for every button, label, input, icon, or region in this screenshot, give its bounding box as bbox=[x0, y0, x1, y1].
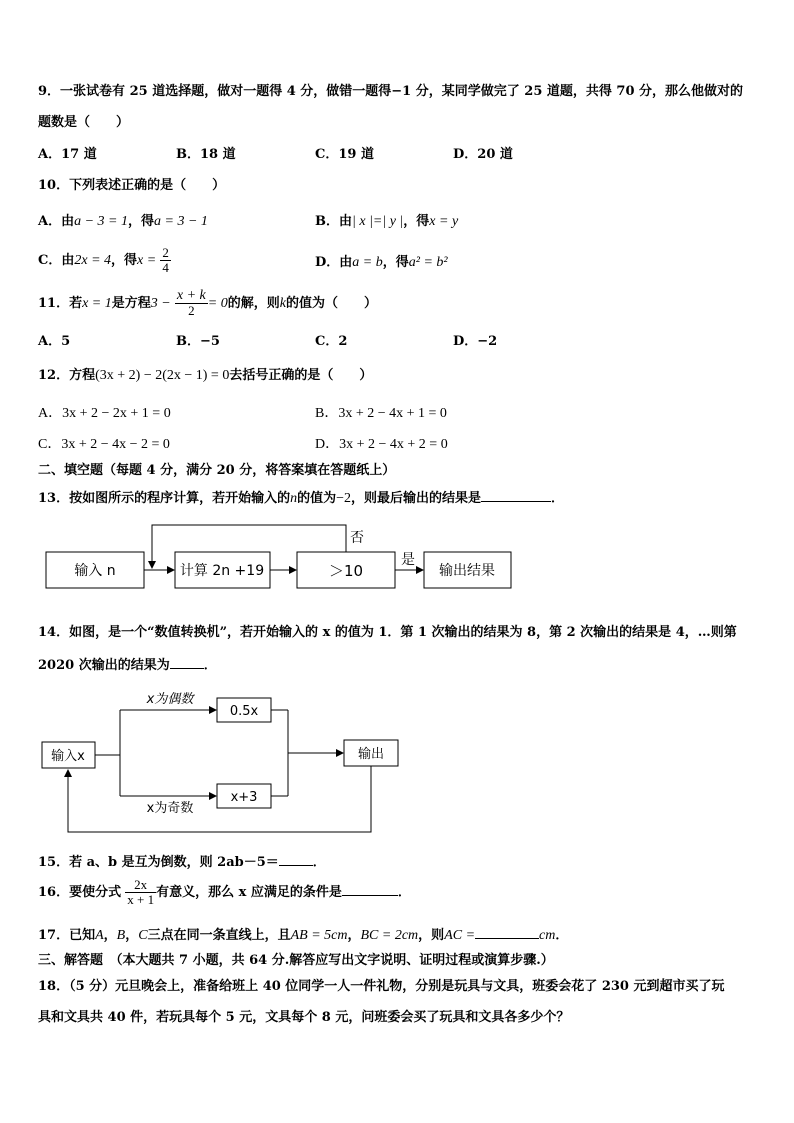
q11-fraction bbox=[175, 289, 208, 318]
q13-cond-label: ＞10 bbox=[328, 562, 364, 580]
q10-b-mid: ，得 bbox=[403, 214, 430, 229]
q13-flowchart bbox=[0, 520, 794, 596]
q12-option-d: D．3x + 2 − 4x + 2 = 0 bbox=[315, 437, 448, 452]
q10-b-label: B．由 bbox=[315, 214, 352, 229]
q11-den: 2 bbox=[175, 303, 208, 318]
q9-line2: 题数是（ ） bbox=[38, 115, 130, 130]
q10-c-den: 4 bbox=[162, 260, 169, 275]
q15-end: ． bbox=[312, 855, 326, 870]
q9-option-d: D．20 道 bbox=[453, 147, 513, 162]
q18-line2: 具和文具共 40 件，若玩具每个 5 元，文具每个 8 元，问班委会买了玩具和文具各多少个？ bbox=[38, 1010, 570, 1025]
q11-option-a: A．5 bbox=[38, 334, 71, 349]
q17-answer-blank[interactable] bbox=[475, 926, 539, 939]
q14-flowchart bbox=[0, 688, 794, 836]
q10-a-math1: a − 3 = 1 bbox=[74, 214, 128, 229]
q17-point-a: A bbox=[95, 928, 104, 943]
q14-plus-label: x+3 bbox=[230, 790, 258, 805]
q10-option-d bbox=[315, 255, 448, 271]
q13-no-label: 否 bbox=[350, 530, 364, 546]
q17-unit: cm bbox=[539, 928, 556, 943]
q12-stem bbox=[38, 368, 372, 384]
q10-b-math2: x = y bbox=[429, 214, 459, 229]
q11-option-b: B．−5 bbox=[176, 334, 220, 349]
q16-stem bbox=[38, 876, 411, 910]
q13-math1: n bbox=[290, 491, 298, 506]
q11-mid: 是方程 bbox=[111, 296, 151, 311]
q9-option-b: B．18 道 bbox=[176, 147, 236, 162]
q14-output-label: 输出 bbox=[357, 747, 385, 762]
q10-c-fraction bbox=[160, 246, 171, 275]
q15-stem bbox=[38, 853, 326, 871]
section2-heading: 二、填空题（每题 4 分，满分 20 分，将答案填在答题纸上） bbox=[38, 463, 396, 478]
q14-line2-end: ． bbox=[203, 658, 217, 673]
q10-c-mid: ，得 bbox=[111, 253, 138, 268]
q16-answer-blank[interactable] bbox=[342, 883, 398, 896]
q13-math2: −2 bbox=[336, 491, 352, 506]
q12-option-a: A．3x + 2 − 2x + 1 = 0 bbox=[38, 406, 171, 421]
q10-c-label: C．由 bbox=[38, 253, 75, 268]
q15-pre: 15．若 a、b 是互为倒数，则 2ab－5＝ bbox=[38, 855, 279, 870]
q14-input-label: 输入x bbox=[51, 749, 85, 764]
q10-option-c bbox=[38, 244, 171, 278]
q16-fraction bbox=[125, 878, 156, 907]
q10-option-a bbox=[38, 214, 208, 230]
q10-stem: 10．下列表述正确的是（ ） bbox=[38, 178, 226, 193]
q14-even-label: x为偶数 bbox=[146, 692, 194, 707]
q10-c-math2: x = bbox=[137, 253, 157, 268]
q11-post: 的解，则 bbox=[227, 296, 280, 311]
q13-stem bbox=[38, 489, 564, 507]
q10-d-math2: a² = b² bbox=[408, 255, 448, 270]
q17-mid: 三点在同一条直线上，且 bbox=[147, 928, 291, 943]
q13-yes-label: 是 bbox=[401, 552, 415, 568]
q14-odd-label: x为奇数 bbox=[146, 801, 194, 816]
q13-end: ． bbox=[551, 491, 565, 506]
q11-math2a: 3 − bbox=[150, 296, 171, 311]
q17-sep2: ， bbox=[125, 928, 139, 943]
q12-option-b: B．3x + 2 − 4x + 1 = 0 bbox=[315, 406, 447, 421]
q9-option-c: C．19 道 bbox=[315, 147, 374, 162]
q16-end: ． bbox=[397, 885, 411, 900]
q17-end: ． bbox=[555, 928, 569, 943]
q10-d-mid: ，得 bbox=[382, 255, 409, 270]
q9-line1: 9．一张试卷有 25 道选择题，做对一题得 4 分，做错一题得−1 分，某同学做完了 25 道题，共得 70 分，那么他做对的 bbox=[38, 84, 744, 99]
q16-pre: 16．要使分式 bbox=[38, 885, 122, 900]
q10-d-label: D．由 bbox=[315, 255, 353, 270]
q14-line1: 14．如图，是一个“数值转换机”，若开始输入的 x 的值为 1．第 1 次输出的结果为 8，第 2 次输出的结果是 4，…则第 bbox=[38, 625, 737, 640]
q11-stem bbox=[38, 287, 377, 321]
q14-half-label: 0.5x bbox=[229, 704, 259, 719]
q12-option-c: C．3x + 2 − 4x − 2 = 0 bbox=[38, 437, 170, 452]
q13-answer-blank[interactable] bbox=[481, 489, 551, 502]
q14-line2 bbox=[38, 656, 217, 674]
q12-pre: 12．方程 bbox=[38, 368, 96, 383]
q17-sep3: ， bbox=[347, 928, 361, 943]
q17-point-b: B bbox=[116, 928, 126, 943]
q14-line2-pre: 2020 次输出的结果为 bbox=[38, 658, 170, 673]
q17-stem bbox=[38, 926, 568, 944]
q10-a-mid: ，得 bbox=[128, 214, 155, 229]
q11-option-c: C．2 bbox=[315, 334, 348, 349]
q10-d-math1: a = b bbox=[352, 255, 383, 270]
q14-answer-blank[interactable] bbox=[170, 656, 204, 669]
q11-pre: 11．若 bbox=[38, 296, 83, 311]
q9-option-a: A．17 道 bbox=[38, 147, 97, 162]
q17-ac: AC = bbox=[444, 928, 476, 943]
q13-input-label: 输入 n bbox=[74, 563, 116, 579]
q17-ab: AB = 5cm bbox=[290, 928, 348, 943]
q13-output-label: 输出结果 bbox=[439, 563, 495, 579]
q18-line1: 18．（5 分）元旦晚会上，准备给班上 40 位同学一人一件礼物，分别是玩具与文具，班委会花了 230 元到超市买了玩 bbox=[38, 979, 725, 994]
q11-math1: x = 1 bbox=[82, 296, 112, 311]
q10-b-math1: | x |=| y | bbox=[352, 214, 404, 229]
q10-c-math1: 2x = 4 bbox=[74, 253, 112, 268]
q17-sep4: ，则 bbox=[418, 928, 445, 943]
q12-math: (3x + 2) − 2(2x − 1) = 0 bbox=[95, 368, 230, 383]
q17-pre: 17．已知 bbox=[38, 928, 96, 943]
q17-point-c: C bbox=[138, 928, 148, 943]
q17-sep1: ， bbox=[103, 928, 117, 943]
q12-post: 去括号正确的是（ ） bbox=[229, 368, 373, 383]
q13-pre: 13．按如图所示的程序计算，若开始输入的 bbox=[38, 491, 291, 506]
q13-mid: 的值为 bbox=[297, 491, 337, 506]
q11-math2b: = 0 bbox=[207, 296, 228, 311]
q11-num: x + k bbox=[176, 288, 206, 303]
q13-post: ，则最后输出的结果是 bbox=[351, 491, 482, 506]
q10-a-label: A．由 bbox=[38, 214, 75, 229]
q16-num: 2x bbox=[134, 877, 148, 892]
q11-option-d: D．−2 bbox=[453, 334, 498, 349]
q16-mid: 有意义，那么 x 应满足的条件是 bbox=[156, 885, 342, 900]
q10-a-math2: a = 3 − 1 bbox=[154, 214, 208, 229]
q11-math3: k bbox=[279, 296, 286, 311]
q13-calc-label: 计算 2n +19 bbox=[179, 563, 265, 579]
q11-end: 的值为（ ） bbox=[285, 296, 377, 311]
q15-answer-blank[interactable] bbox=[279, 853, 313, 866]
q16-den: x + 1 bbox=[127, 892, 155, 907]
section3-heading: 三、解答题 （本大题共 7 小题，共 64 分.解答应写出文字说明、证明过程或演算步骤.） bbox=[38, 953, 554, 968]
q10-option-b bbox=[315, 214, 458, 230]
q17-bc: BC = 2cm bbox=[360, 928, 419, 943]
q10-c-num: 2 bbox=[162, 245, 169, 260]
